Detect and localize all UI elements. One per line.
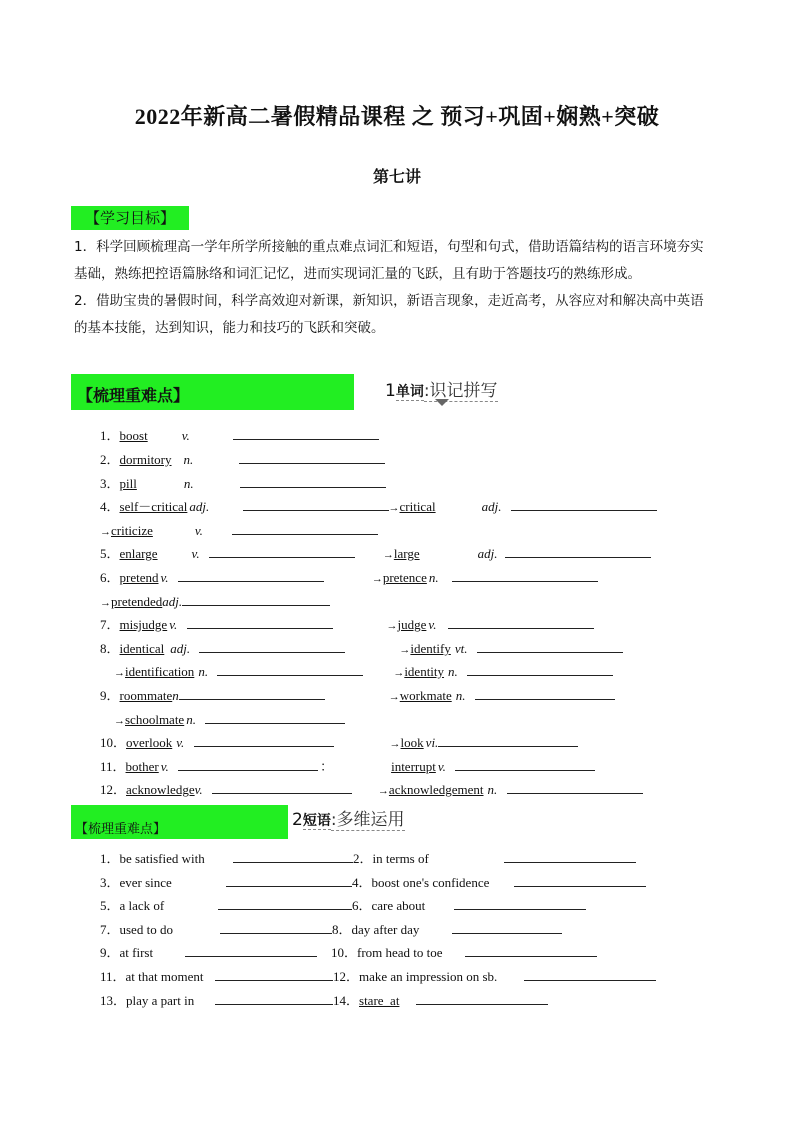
goal-2-line-2: 的基本技能，达到知识，能力和技巧的飞跃和突破。 xyxy=(74,320,385,336)
answer-blank[interactable] xyxy=(416,992,548,1005)
phrase-row: 3．ever since 4．boost one's confidence xyxy=(100,874,646,891)
word-row-6b: →pretendedadj. xyxy=(100,593,330,611)
answer-blank[interactable] xyxy=(205,711,345,724)
answer-blank[interactable] xyxy=(511,498,657,511)
answer-blank[interactable] xyxy=(243,498,389,511)
phrases-badge-sub: :多维运用 xyxy=(330,810,405,830)
answer-blank[interactable] xyxy=(452,921,562,934)
answer-blank[interactable] xyxy=(182,593,330,606)
answer-blank[interactable] xyxy=(240,475,386,488)
answer-blank[interactable] xyxy=(514,874,646,887)
answer-blank[interactable] xyxy=(524,968,656,981)
answer-blank[interactable] xyxy=(179,687,325,700)
word-row-8b: →identification n. →identity n. xyxy=(114,663,613,681)
answer-blank[interactable] xyxy=(477,640,623,653)
answer-blank[interactable] xyxy=(209,545,355,558)
answer-blank[interactable] xyxy=(226,874,352,887)
answer-blank[interactable] xyxy=(507,781,643,794)
answer-blank[interactable] xyxy=(212,781,352,794)
phrases-badge xyxy=(292,805,405,830)
answer-blank[interactable] xyxy=(178,569,324,582)
words-badge-num: 1 xyxy=(385,381,396,401)
word-row-6: 6．pretend v. →pretence n. xyxy=(100,569,598,587)
word-row-1: 1．boost v. xyxy=(100,427,379,444)
phrase-row: 7．used to do 8．day after day xyxy=(100,921,562,938)
answer-blank[interactable] xyxy=(233,427,379,440)
triangle-down-icon xyxy=(435,399,449,406)
answer-blank[interactable] xyxy=(232,522,378,535)
phrases-section-tag: 【梳理重难点】 xyxy=(71,805,288,839)
answer-blank[interactable] xyxy=(178,758,318,771)
word-row-7: 7．misjudge v. →judge v. xyxy=(100,616,594,634)
answer-blank[interactable] xyxy=(475,687,615,700)
answer-blank[interactable] xyxy=(215,968,333,981)
word-row-10: 10．overlook v. →look vi. xyxy=(100,734,578,752)
word-row-4b: →criticize v. xyxy=(100,522,378,540)
answer-blank[interactable] xyxy=(239,451,385,464)
answer-blank[interactable] xyxy=(467,663,613,676)
words-badge-label: 单词 xyxy=(395,384,424,400)
phrases-badge-label: 短语 xyxy=(302,813,331,829)
answer-blank[interactable] xyxy=(218,897,352,910)
word-row-3: 3．pill n. xyxy=(100,475,386,492)
word-row-4: 4．self－critical adj. →critical adj. xyxy=(100,498,657,516)
word-row-8: 8．identical adj. →identify vt. xyxy=(100,640,623,658)
answer-blank[interactable] xyxy=(448,616,594,629)
page-title: 2022年新高二暑假精品课程 之 预习+巩固+娴熟+突破 xyxy=(134,104,660,129)
goal-2-line-1: 2．借助宝贵的暑假时间，科学高效迎对新课，新知识，新语言现象，走近高考，从容应对和解决高中英语 xyxy=(74,293,704,309)
answer-blank[interactable] xyxy=(452,569,598,582)
words-badge-sub: :识记拼写 xyxy=(423,381,498,401)
answer-blank[interactable] xyxy=(505,545,651,558)
answer-blank[interactable] xyxy=(187,616,333,629)
phrase-row: 13．play a part in 14．stare_at xyxy=(100,992,548,1009)
answer-blank[interactable] xyxy=(454,897,586,910)
phrase-row: 5．a lack of 6．care about xyxy=(100,897,586,914)
phrase-row: 11．at that moment 12．make an impression on sb. xyxy=(100,968,656,985)
answer-blank[interactable] xyxy=(220,921,332,934)
words-badge xyxy=(385,376,498,401)
phrase-row: 1．be satisfied with 2．in terms of xyxy=(100,850,636,867)
answer-blank[interactable] xyxy=(215,992,333,1005)
learning-goals-tag: 【学习目标】 xyxy=(71,206,189,230)
answer-blank[interactable] xyxy=(438,734,578,747)
answer-blank[interactable] xyxy=(504,850,636,863)
answer-blank[interactable] xyxy=(199,640,345,653)
answer-blank[interactable] xyxy=(185,944,317,957)
word-row-9b: →schoolmate n. xyxy=(114,711,345,729)
goal-1-line-2: 基础，熟练把控语篇脉络和词汇记忆，进而实现词汇量的飞跃，且有助于答题技巧的熟练形成。 xyxy=(74,266,641,282)
answer-blank[interactable] xyxy=(233,850,353,863)
word-row-11: 11．bother v. ： interrupt v. xyxy=(100,758,595,775)
word-row-9: 9．roommaten →workmate n. xyxy=(100,687,615,705)
answer-blank[interactable] xyxy=(455,758,595,771)
word-row-2: 2．dormitory n. xyxy=(100,451,385,468)
phrase-row: 9．at first 10．from head to toe xyxy=(100,944,597,961)
word-row-5: 5．enlarge v. →large adj. xyxy=(100,545,651,563)
phrases-badge-num: 2 xyxy=(292,810,303,830)
answer-blank[interactable] xyxy=(194,734,334,747)
answer-blank[interactable] xyxy=(217,663,363,676)
words-section-tag: 【梳理重难点】 xyxy=(71,374,354,410)
goal-1-line-1: 1．科学回顾梳理高一学年所学所接触的重点难点词汇和短语，句型和句式，借助语篇结构的语言环境夯实 xyxy=(74,239,704,255)
answer-blank[interactable] xyxy=(465,944,597,957)
word-row-12: 12．acknowledgev. →acknowledgement n. xyxy=(100,781,643,799)
lecture-title: 第七讲 xyxy=(372,169,421,186)
